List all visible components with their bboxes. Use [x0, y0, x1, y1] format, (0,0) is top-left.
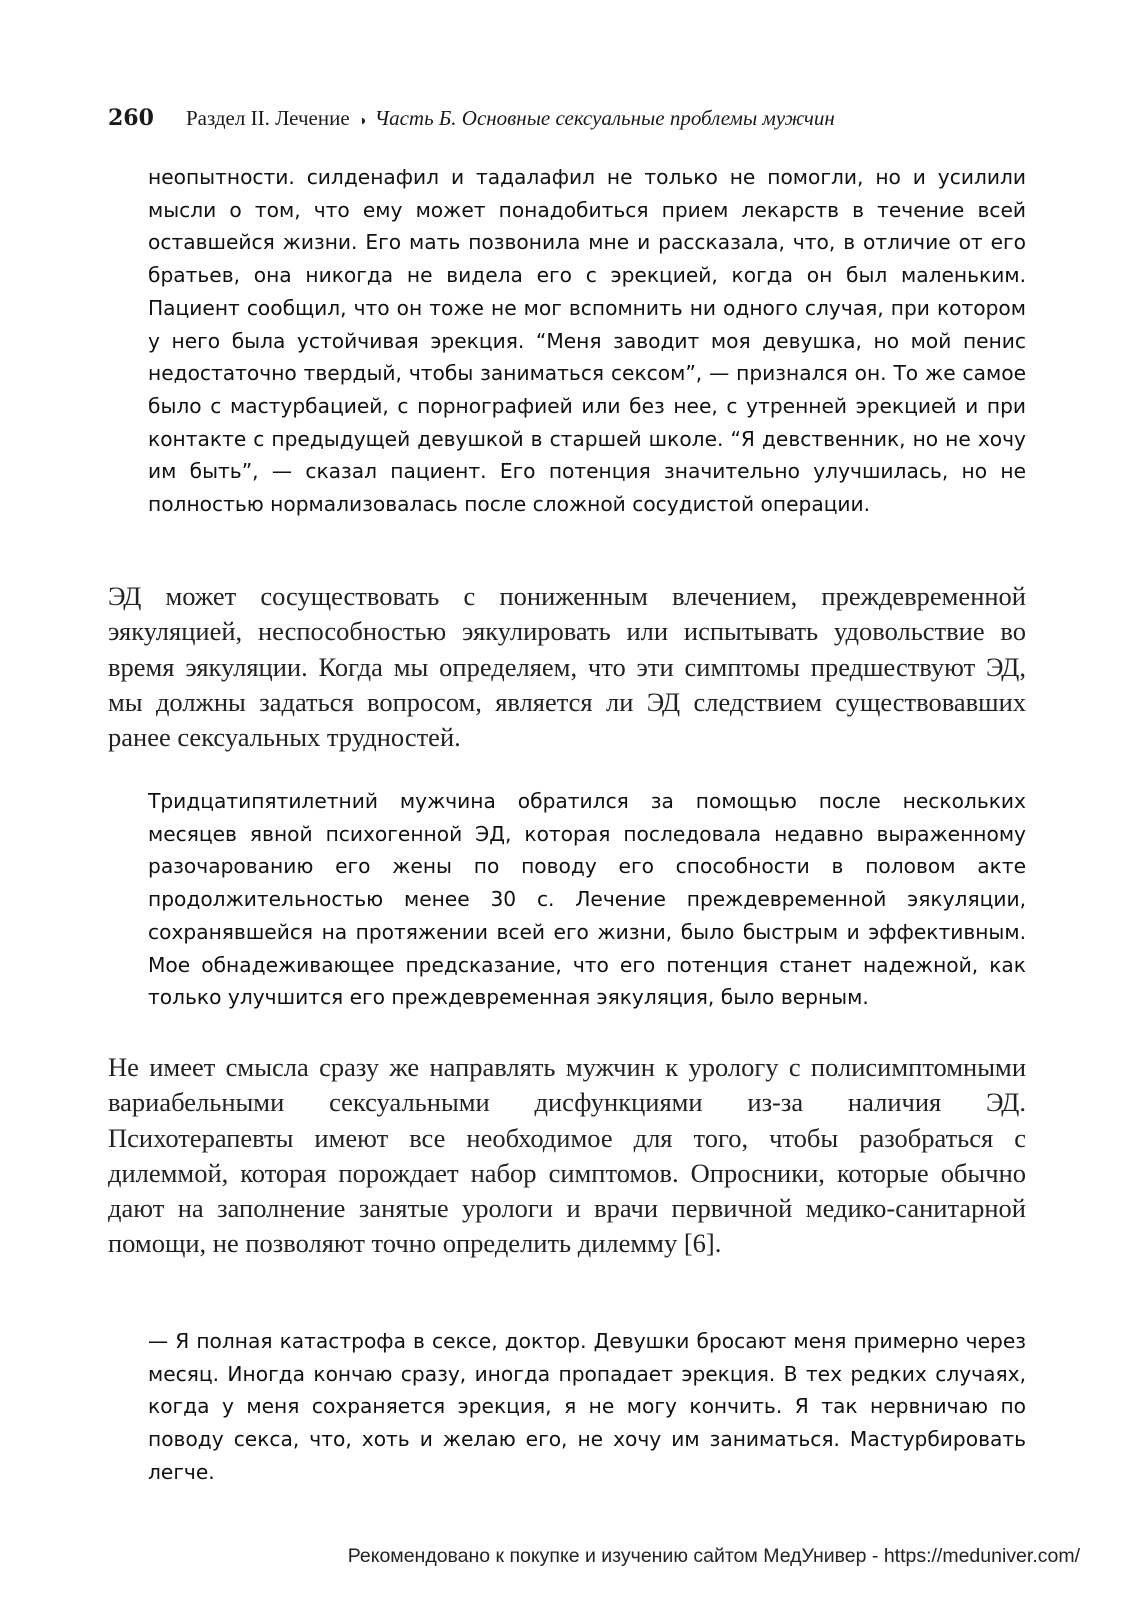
running-head [108, 104, 1008, 136]
body-paragraph-2: Не имеет смысла сразу же направлять мужчин к урологу с полисимптомными вариабельными сексуальными дисфункциями из-за наличия ЭД. Психотерапевты имеют все необходимое для того, чтобы разобраться с дилеммой, которая порождает набор симптомов. Опросники, которые обычно дают на заполнение занятые урологи и врачи первичной медико-санитарной помощи, не позволяют точно определить дилемму [6]. [108, 1052, 1026, 1259]
case-example-3: — Я полная катастрофа в сексе, доктор. Девушки бросают меня примерно через месяц. Иногда кончаю сразу, иногда пропадает эрекция. В тех редких случаях, когда у меня сохраняется эрекция, я не могу кончить. Я так нервничаю по поводу секса, что, хоть и желаю его, не хочу им заниматься. Мастурбировать легче. [148, 1329, 1026, 1484]
footer-watermark: Рекомендовано к покупке и изучению сайтом МедУнивер - https://meduniver.com/ [347, 1545, 1080, 1567]
separator-icon: ◑ [357, 114, 367, 129]
case-example-1: неопытности. силденафил и тадалафил не только не помогли, но и усилили мысли о том, что ему может понадобиться прием лекарств в течение всей оставшейся жизни. Его мать позвонила мне и рассказала, что, в отличие от его братьев, она никогда не видела его с эрекцией, когда он был маленьким. Пациент сообщил, что он тоже не мог вспомнить ни одного случая, при котором у него была устойчивая эрекция. “Меня заводит моя девушка, но мой пенис недостаточно твердый, чтобы заниматься сексом”, — признался он. То же самое было с мастурбацией, с порнографией или без нее, с утренней эрекцией и при контакте с предыдущей девушкой в старшей школе. “Я девственник, но не хочу им быть”, — сказал пациент. Его потенция значительно улучшилась, но не полностью нормализовалась после сложной сосудистой операции. [148, 165, 1026, 517]
page-number: 260 [108, 105, 154, 131]
section-title: Раздел II. Лечение [185, 106, 350, 130]
part-title: Часть Б. Основные сексуальные проблемы мужчин [374, 106, 835, 130]
body-paragraph-1: ЭД может сосуществовать с пониженным влечением, преждевременной эякуляцией, неспособностью эякулировать или испытывать удовольствие во время эякуляции. Когда мы определяем, что эти симптомы предшествуют ЭД, мы должны задаться вопросом, является ли ЭД следствием существовавших ранее сексуальных трудностей. [108, 581, 1026, 753]
case-example-2: Тридцатипятилетний мужчина обратился за помощью после нескольких месяцев явной психогенной ЭД, которая последовала недавно выраженному разочарованию его жены по поводу его способности в половом акте продолжительностью менее 30 с. Лечение преждевременной эякуляции, сохранявшейся на протяжении всей его жизни, было быстрым и эффективным. Мое обнадеживающее предсказание, что его потенция станет надежной, как только улучшится его преждевременная эякуляция, было верным. [148, 789, 1026, 1010]
